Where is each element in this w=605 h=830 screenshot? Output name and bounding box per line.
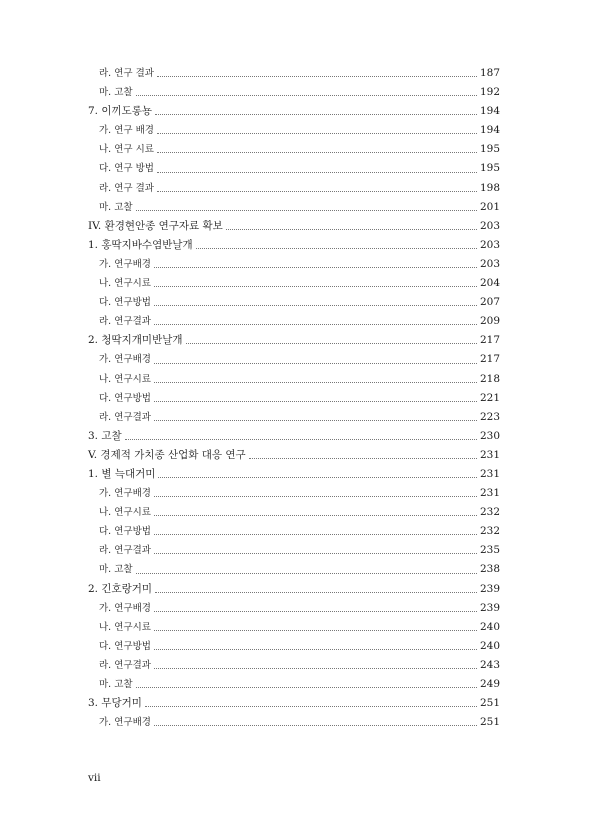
toc-entry-page: 201 (479, 200, 500, 213)
toc-entry-page: 240 (479, 620, 500, 633)
toc-entry-label: 다. 연구방법 (99, 297, 151, 309)
toc-dot-leader (154, 649, 477, 650)
toc-entry[interactable] (88, 446, 500, 465)
toc-entry[interactable] (88, 656, 500, 675)
toc-entry[interactable] (88, 293, 500, 312)
toc-dot-leader (154, 725, 477, 726)
toc-entry[interactable] (88, 350, 500, 369)
toc-entry[interactable] (88, 217, 500, 236)
toc-dot-leader (157, 152, 477, 153)
toc-entry-page: 239 (479, 601, 500, 614)
toc-entry[interactable] (88, 637, 500, 656)
toc-entry-label: 라. 연구결과 (99, 411, 151, 423)
toc-dot-leader (154, 668, 477, 669)
toc-entry-page: 231 (479, 448, 500, 461)
toc-entry-page: 231 (479, 467, 500, 480)
toc-entry-label: 3. 고찰 (88, 429, 122, 442)
toc-dot-leader (154, 611, 477, 612)
toc-entry[interactable] (88, 580, 500, 599)
toc-entry-label: 나. 연구 시료 (99, 144, 154, 156)
toc-dot-leader (154, 267, 477, 268)
toc-entry-page: 194 (479, 105, 500, 118)
toc-entry[interactable] (88, 560, 500, 579)
toc-entry-page: 187 (479, 67, 500, 79)
toc-entry-label: 마. 고찰 (99, 679, 133, 690)
toc-entry-page: 218 (479, 372, 500, 385)
toc-entry[interactable] (88, 713, 500, 732)
toc-dot-leader (125, 439, 477, 440)
table-of-contents (88, 64, 500, 732)
toc-entry-label: V. 경제적 가치종 산업화 대응 연구 (88, 448, 246, 461)
toc-entry[interactable] (88, 389, 500, 408)
toc-dot-leader (154, 286, 477, 287)
toc-entry[interactable] (88, 599, 500, 618)
toc-entry-label: 다. 연구방법 (99, 640, 151, 652)
toc-dot-leader (136, 573, 477, 574)
toc-entry-label: 가. 연구배경 (99, 717, 151, 729)
toc-entry-label: 라. 연구 결과 (99, 182, 154, 194)
toc-dot-leader (196, 248, 477, 249)
toc-entry-page: 239 (479, 582, 500, 595)
toc-entry-page: 194 (479, 124, 500, 137)
toc-entry-page: 251 (479, 716, 500, 729)
toc-entry-page: 209 (479, 315, 500, 328)
toc-entry[interactable] (88, 694, 500, 713)
toc-dot-leader (154, 553, 477, 554)
toc-entry[interactable] (88, 64, 500, 83)
toc-entry-label: 1. 별 늑대거미 (88, 467, 156, 480)
toc-entry[interactable] (88, 408, 500, 427)
toc-entry[interactable] (88, 83, 500, 102)
toc-entry[interactable] (88, 121, 500, 140)
toc-entry[interactable] (88, 274, 500, 293)
toc-entry-page: 217 (479, 334, 500, 347)
toc-entry[interactable] (88, 522, 500, 541)
toc-entry-label: 1. 홍딱지바수염반날개 (88, 238, 193, 251)
toc-entry-label: 라. 연구결과 (99, 545, 151, 557)
toc-entry[interactable] (88, 236, 500, 255)
toc-entry[interactable] (88, 370, 500, 389)
toc-entry[interactable] (88, 312, 500, 331)
toc-entry[interactable] (88, 618, 500, 637)
toc-entry[interactable] (88, 331, 500, 350)
toc-dot-leader (157, 133, 477, 134)
toc-entry-label: 나. 연구시료 (99, 373, 151, 385)
toc-dot-leader (154, 401, 477, 402)
toc-entry-label: 가. 연구배경 (99, 488, 151, 500)
toc-entry-label: 다. 연구방법 (99, 392, 151, 404)
toc-entry[interactable] (88, 255, 500, 274)
toc-entry-label: 라. 연구결과 (99, 316, 151, 328)
toc-entry-label: 마. 고찰 (99, 87, 133, 99)
toc-entry-page: 203 (479, 257, 500, 270)
toc-entry-label: 2. 긴호랑거미 (88, 582, 153, 595)
toc-entry[interactable] (88, 675, 500, 694)
toc-entry-label: 가. 연구배경 (99, 602, 151, 614)
toc-entry-page: 203 (479, 219, 500, 232)
toc-entry[interactable] (88, 503, 500, 522)
toc-entry-page: 195 (479, 143, 500, 156)
toc-dot-leader (154, 382, 477, 383)
toc-entry-label: 가. 연구배경 (99, 354, 151, 366)
toc-entry-label: 가. 연구 배경 (99, 125, 154, 137)
toc-entry-label: 라. 연구 결과 (99, 68, 154, 79)
toc-entry-label: 2. 청딱지개미반날개 (88, 334, 183, 347)
toc-dot-leader (154, 534, 477, 535)
toc-entry[interactable] (88, 179, 500, 198)
toc-entry[interactable] (88, 198, 500, 217)
toc-entry-page: 232 (479, 525, 500, 538)
toc-entry-label: IV. 환경현안종 연구자료 확보 (88, 219, 223, 232)
toc-entry-label: 다. 연구방법 (99, 526, 151, 538)
toc-entry-page: 223 (479, 410, 500, 423)
toc-entry-label: 나. 연구시료 (99, 278, 151, 290)
page-number: vii (88, 772, 101, 784)
toc-dot-leader (155, 592, 477, 593)
toc-entry[interactable] (88, 159, 500, 178)
toc-entry-page: 204 (479, 277, 500, 290)
toc-dot-leader (136, 687, 477, 688)
toc-entry-label: 마. 고찰 (99, 201, 133, 213)
toc-entry-page: 192 (479, 86, 500, 99)
toc-entry-page: 240 (479, 639, 500, 652)
toc-entry-label: 가. 연구배경 (99, 258, 151, 270)
toc-dot-leader (158, 477, 477, 478)
toc-entry-page: 243 (479, 658, 500, 671)
toc-entry-page: 249 (479, 678, 500, 690)
toc-entry-page: 232 (479, 506, 500, 519)
toc-entry-page: 198 (479, 181, 500, 194)
toc-entry-label: 나. 연구시료 (99, 621, 151, 633)
toc-entry-label: 3. 무당거미 (88, 697, 142, 710)
toc-entry-page: 230 (479, 429, 500, 442)
toc-dot-leader (136, 210, 477, 211)
toc-entry-label: 7. 이끼도롱뇽 (88, 105, 153, 118)
toc-entry-label: 나. 연구시료 (99, 507, 151, 519)
toc-entry[interactable] (88, 465, 500, 484)
toc-entry[interactable] (88, 102, 500, 121)
toc-dot-leader (154, 305, 477, 306)
toc-entry[interactable] (88, 427, 500, 446)
toc-entry[interactable] (88, 484, 500, 503)
toc-dot-leader (154, 630, 477, 631)
toc-dot-leader (249, 458, 477, 459)
toc-dot-leader (154, 363, 477, 364)
toc-entry-label: 마. 고찰 (99, 564, 133, 576)
toc-entry-page: 238 (479, 563, 500, 576)
toc-dot-leader (157, 191, 477, 192)
toc-dot-leader (154, 515, 477, 516)
toc-dot-leader (145, 706, 477, 707)
toc-entry[interactable] (88, 140, 500, 159)
toc-entry-page: 207 (479, 296, 500, 309)
toc-dot-leader (226, 229, 477, 230)
toc-entry-page: 195 (479, 162, 500, 175)
toc-dot-leader (154, 496, 477, 497)
toc-entry[interactable] (88, 541, 500, 560)
toc-dot-leader (186, 343, 477, 344)
toc-dot-leader (157, 172, 477, 173)
toc-entry-page: 221 (479, 391, 500, 404)
toc-entry-label: 라. 연구결과 (99, 659, 151, 671)
toc-dot-leader (154, 324, 477, 325)
toc-entry-page: 235 (479, 544, 500, 557)
toc-entry-page: 217 (479, 353, 500, 366)
toc-entry-page: 203 (479, 238, 500, 251)
toc-entry-page: 231 (479, 487, 500, 500)
toc-dot-leader (155, 114, 477, 115)
toc-entry-page: 251 (479, 697, 500, 710)
toc-dot-leader (157, 76, 477, 77)
toc-dot-leader (154, 420, 477, 421)
toc-entry-label: 다. 연구 방법 (99, 163, 154, 175)
toc-dot-leader (136, 95, 477, 96)
